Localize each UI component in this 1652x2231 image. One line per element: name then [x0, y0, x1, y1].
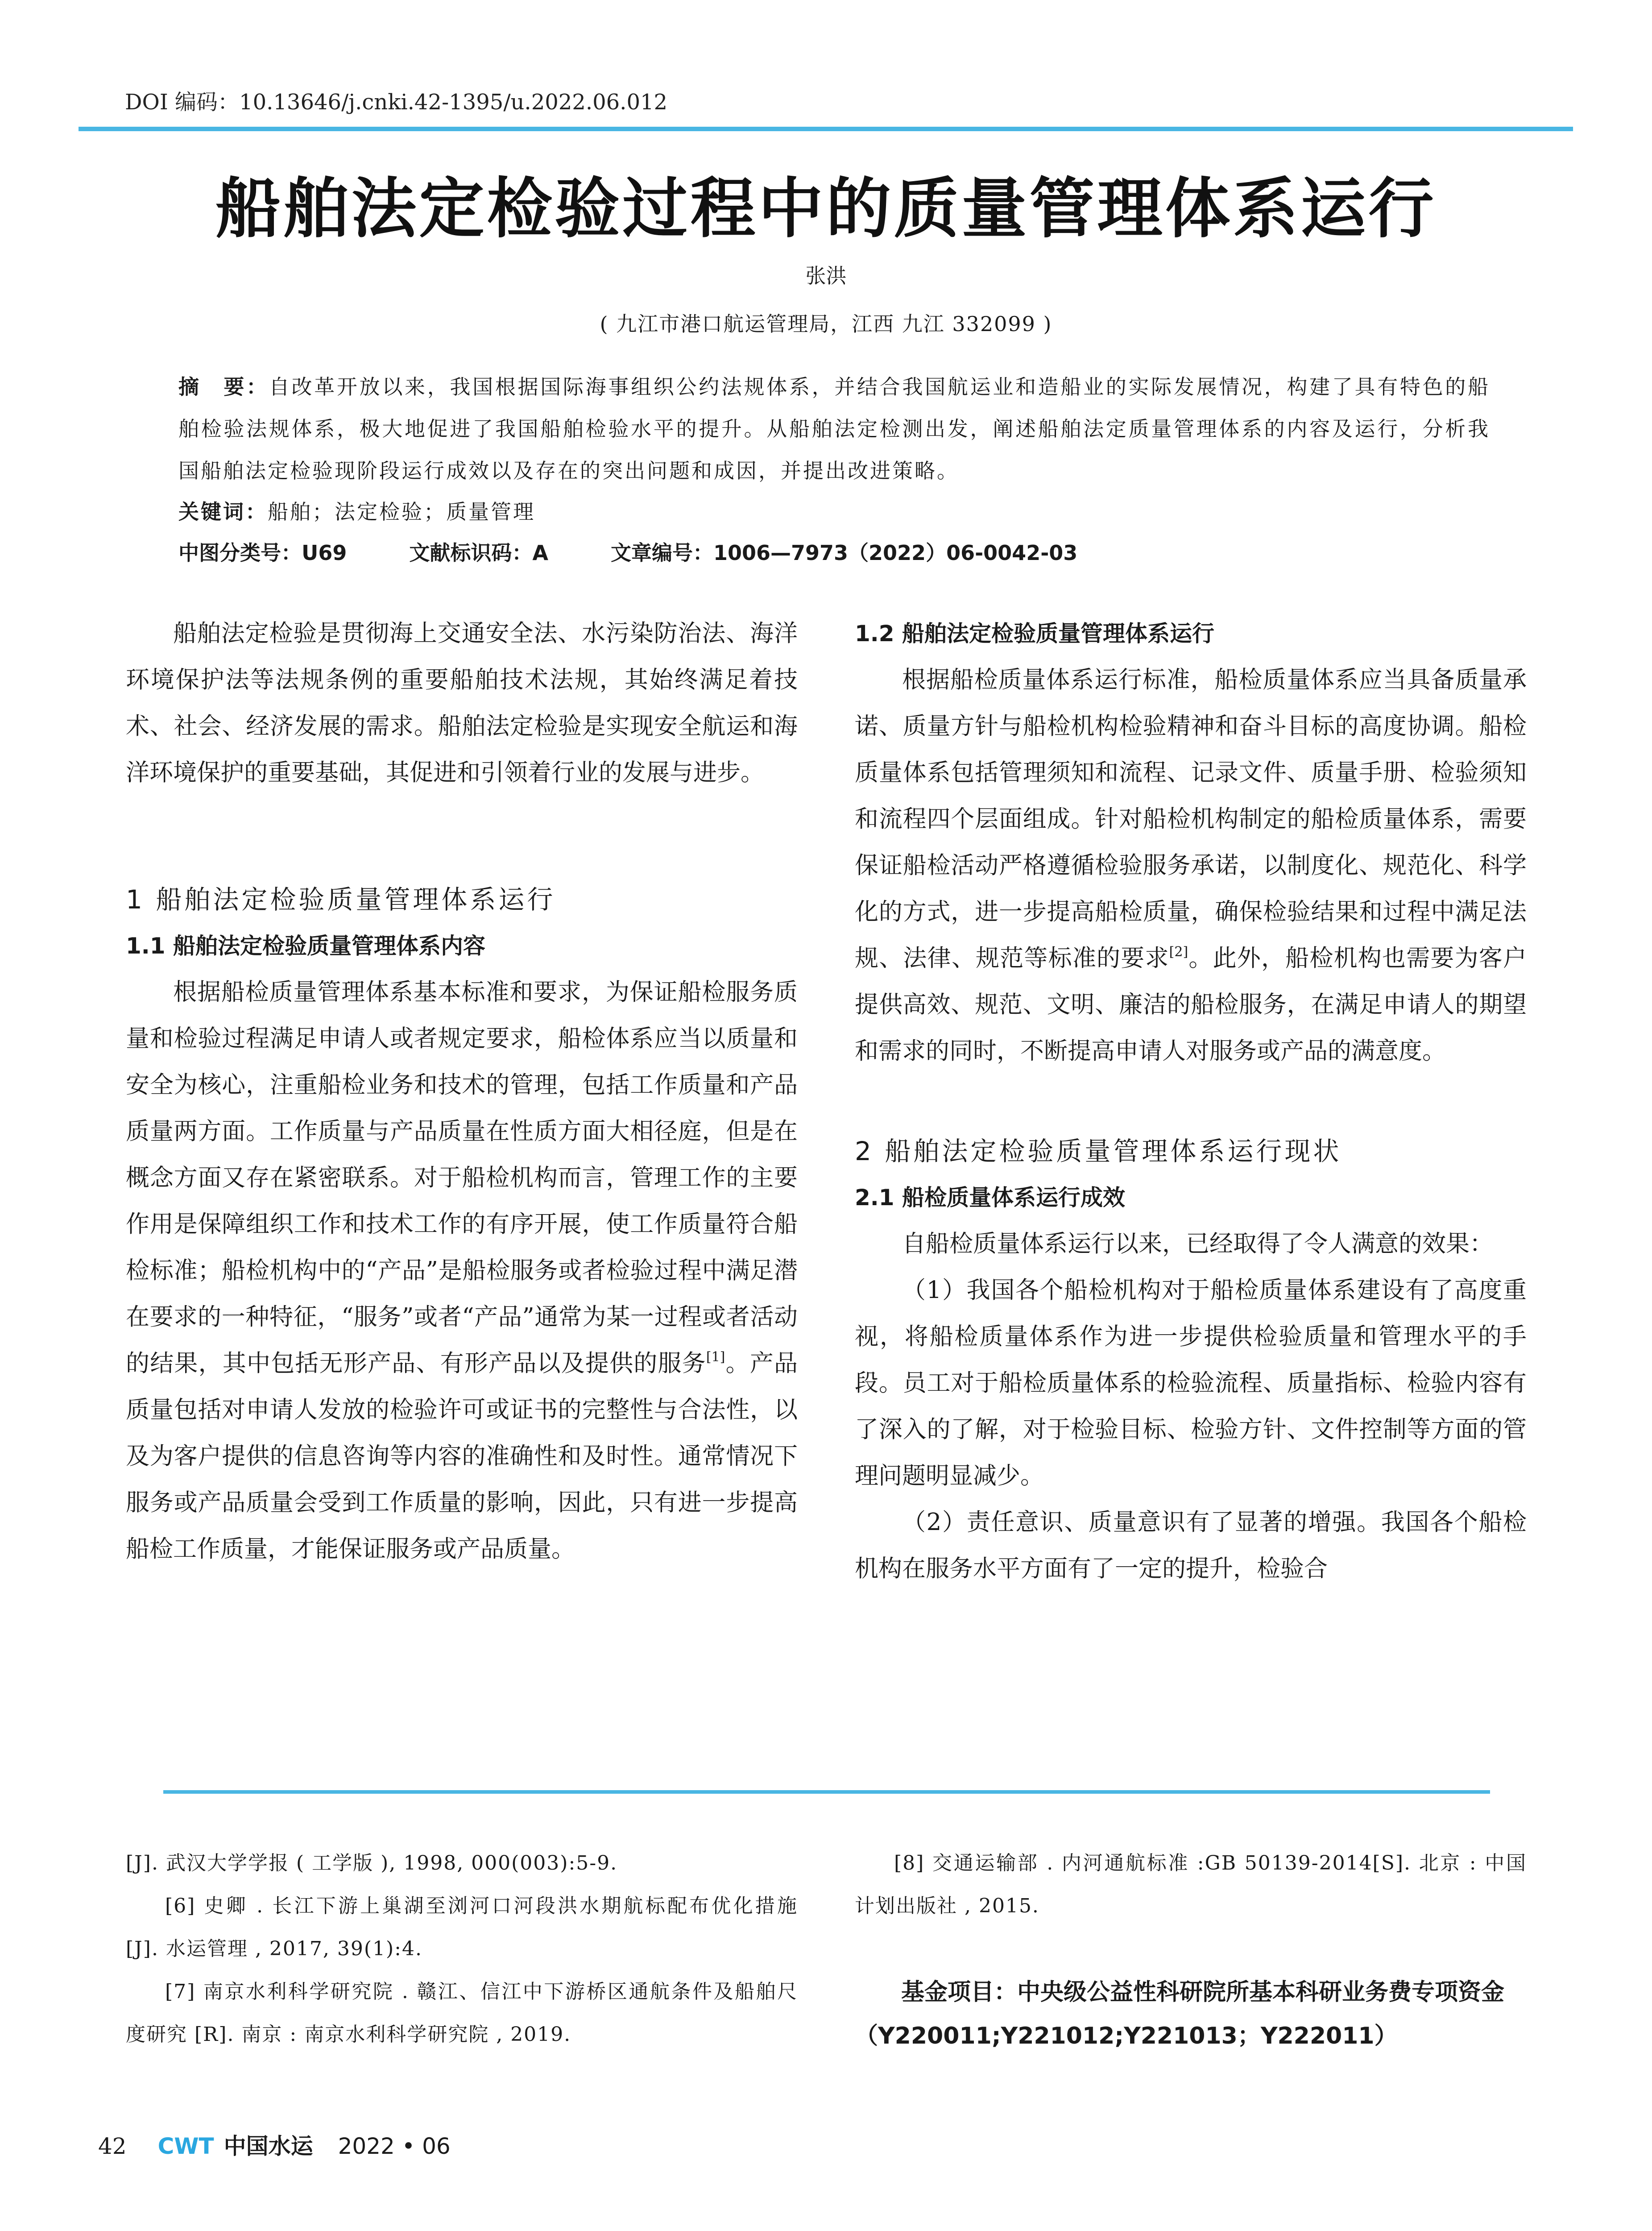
- author-name: 张洪: [805, 264, 847, 288]
- section-1-heading: 1 船舶法定检验质量管理体系运行: [126, 884, 556, 915]
- article-number-value: 1006—7973（2022）06-0042-03: [713, 541, 1078, 565]
- article-title: 船舶法定检验过程中的质量管理体系运行: [215, 170, 1437, 247]
- section-2-heading: 2 船舶法定检验质量管理体系运行现状: [855, 1136, 1342, 1166]
- article-number-label: 文章编号：: [610, 541, 713, 565]
- section-1-1-text-a: 根据船检质量管理体系基本标准和要求，为保证船检服务质量和检验过程满足申请人或者规定要求，船检体系应当以质量和安全为核心，注重船检业务和技术的管理，包括工作质量和产品质量两方面。工作质量与产品质量在性质方面大相径庭，但是在概念方面又存在紧密联系。对于船检机构而言，管理工作的主要作用是保障组织工作和技术工作的有序开展，使工作质量符合船检标准；船检机构中的“产品”是船检服务或者检验过程中满足潜在要求的一种特征，“服务”或者“产品”通常为某一过程或者活动的结果，其中包括无形产品、有形产品以及提供的服务: [126, 979, 798, 1377]
- section-1-2-paragraph: [855, 657, 1527, 1074]
- section-1-2-heading: 1.2 船舶法定检验质量管理体系运行: [855, 621, 1214, 647]
- section-1-1-text-b: 。产品质量包括对申请人发放的检验许可或证书的完整性与合法性，以及为客户提供的信息咨询等内容的准确性和及时性。通常情况下服务或产品质量会受到工作质量的影响，因此，只有进一步提高船检工作质量，才能保证服务或产品质量。: [126, 1350, 798, 1563]
- keywords-text: 船舶；法定检验；质量管理: [268, 500, 535, 524]
- reference-7: [7] 南京水利科学研究院 . 赣江、信江中下游桥区通航条件及船舶尺度研究 [R]. 南京 : 南京水利科学研究院 , 2019.: [126, 1980, 798, 2046]
- brand-logo: CWT: [157, 2133, 214, 2159]
- section-1-2-text-a: 根据船检质量体系运行标准，船检质量体系应当具备质量承诺、质量方针与船检机构检验精神和奋斗目标的高度协调。船检质量体系包括管理须知和流程、记录文件、质量手册、检验须知和流程四个层面组成。针对船检机构制定的船检质量体系，需要保证船检活动严格遵循检验服务承诺，以制度化、规范化、科学化的方式，进一步提高船检质量，确保检验结果和过程中满足法规、法律、规范等标准的要求: [855, 666, 1527, 972]
- left-column: [126, 610, 798, 1572]
- intro-paragraph: 船舶法定检验是贯彻海上交通安全法、水污染防治法、海洋环境保护法等法规条例的重要船舶技术法规，其始终满足着技术、社会、经济发展的需求。船舶法定检验是实现安全航运和海洋环境保护的重要基础，其促进和引领着行业的发展与进步。: [126, 620, 798, 786]
- right-column: [855, 610, 1527, 1592]
- author-affiliation: ( 九江市港口航运管理局，江西 九江 332099 ): [600, 312, 1052, 336]
- citation-1[interactable]: [1]: [706, 1349, 725, 1365]
- section-2-1-paragraph: 自船检质量体系运行以来，已经取得了令人满意的效果：: [902, 1230, 1493, 1257]
- list-item-2: （2）责任意识、质量意识有了显著的增强。我国各个船检机构在服务水平方面有了一定的提升，检验合: [855, 1509, 1527, 1582]
- top-divider: [79, 127, 1573, 131]
- reference-5-tail: [J]. 武汉大学学报 ( 工学版 ), 1998, 000(003):5-9.: [126, 1852, 618, 1874]
- magazine-name: 中国水运: [224, 2133, 313, 2159]
- keywords-label: 关键词：: [178, 500, 268, 524]
- abstract: [178, 366, 1490, 492]
- doc-value: A: [532, 541, 548, 565]
- keywords: [178, 491, 1490, 533]
- citation-2[interactable]: [2]: [1169, 944, 1188, 960]
- classification-line: [178, 532, 1490, 574]
- abstract-text: 自改革开放以来，我国根据国际海事组织公约法规体系，并结合我国航运业和造船业的实际发展情况，构建了具有特色的船舶检验法规体系，极大地促进了我国船舶检验水平的提升。从船舶法定检测出发，阐述船舶法定质量管理体系的内容及运行，分析我国船舶法定检验现阶段运行成效以及存在的突出问题和成因，并提出改进策略。: [178, 375, 1491, 483]
- references-left: [126, 1842, 798, 2056]
- page-footer: [98, 2128, 451, 2161]
- doi-line: DOI 编码：10.13646/j.cnki.42-1395/u.2022.06.012: [125, 90, 668, 115]
- section-1-2-text-b: 。此外，船检机构也需要为客户提供高效、规范、文明、廉洁的船检服务，在满足申请人的期望和需求的同时，不断提高申请人对服务或产品的满意度。: [855, 945, 1527, 1065]
- list-item-1: （1）我国各个船检机构对于船检质量体系建设有了高度重视，将船检质量体系作为进一步提供检验质量和管理水平的手段。员工对于船检质量体系的检验流程、质量指标、检验内容有了深入的了解，对于检验目标、检验方针、文件控制等方面的管理问题明显减少。: [855, 1277, 1527, 1489]
- doc-label: 文献标识码：: [409, 541, 533, 565]
- funding-note: 基金项目：中央级公益性科研院所基本科研业务费专项资金（Y220011;Y221012;Y221013；Y222011）: [855, 1979, 1505, 2049]
- clc-value: U69: [302, 541, 347, 565]
- references-right: [855, 1842, 1527, 1928]
- page-number: 42: [98, 2133, 127, 2159]
- issue-label: 2022 • 06: [338, 2133, 451, 2159]
- reference-8: [8] 交通运输部 . 内河通航标准 :GB 50139-2014[S]. 北京 : 中国计划出版社 , 2015.: [855, 1852, 1527, 1917]
- abstract-label: 摘 要：: [178, 375, 269, 399]
- section-2-1-heading: 2.1 船检质量体系运行成效: [855, 1185, 1125, 1211]
- section-1-1-paragraph: [126, 969, 798, 1572]
- references-divider: [163, 1790, 1490, 1794]
- section-1-1-heading: 1.1 船舶法定检验质量管理体系内容: [126, 933, 485, 959]
- reference-6: [6] 史卿 . 长江下游上巢湖至浏河口河段洪水期航标配布优化措施 [J]. 水运管理 , 2017, 39(1):4.: [126, 1895, 798, 1960]
- clc-label: 中图分类号：: [178, 541, 302, 565]
